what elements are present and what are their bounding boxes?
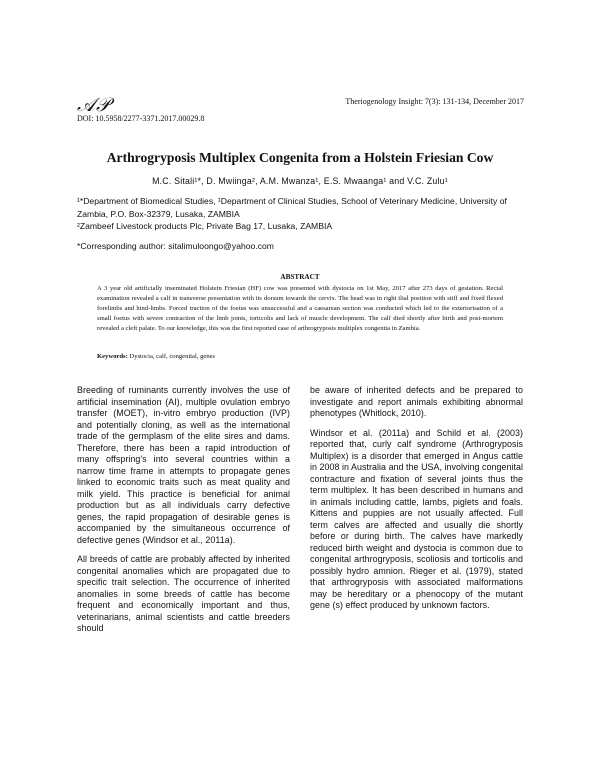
abstract-text: A 3 year old artificially inseminated Holstein Friesian (HF) cow was presented with dystocia on 1st May, 2017 after 273 days of gestation. Rectal examination revealed a calf in transverse presentation with its dorsum towards the cervix. The head was in right ilial position with stiff and fixed flexed forelimbs and hind-limbs. Forced traction of the foetus was unsuccessful and a caesarean section was conducted which led to the exteriorisation of a small foetus with severe contraction of the limb joints, torticolis and lack of muscle development. The calf died shortly after birth and post-mortem revealed a cleft palate. To our knowledge, this was the first reported case of arthrogryposis multiplex congenita in Zambia. — [97, 285, 503, 332]
doi[interactable]: DOI: 10.5958/2277-3371.2017.00029.8 — [77, 114, 205, 123]
body-paragraph: Windsor et al. (2011a) and Schild et al. (2003) reported that, curly calf syndrome (Arthrogryposis Multiplex) is a disorder that emerged in Angus cattle in 2008 in Australia and the USA, involving congenital contracture and fixation of several joints thus the term multiplex. It has been described in humans and in animals including cattle, lambs, piglets and foals. Kittens and puppies are not usually affected. Full term calves are affected and usually die shortly before or during birth. The calves have markedly reduced birth weight and dystocia is common due to congenital arthrogryposis, scoliosis and torticolis and possibly hydro amnion. Rieger et al. (1979), stated that arthrogryposis with associated malformations may be hereditary or a phenocopy of the mutant gene (s) effect produced by unknown factors. — [310, 427, 523, 610]
paper-title: Arthrogryposis Multiplex Congenita from a Holstein Friesian Cow — [106, 150, 494, 165]
keywords — [97, 353, 215, 360]
right-column — [310, 385, 523, 620]
journal-citation: Theriogenology Insight: 7(3): 131-134, December 2017 — [345, 97, 524, 106]
body-paragraph: be aware of inherited defects and be prepared to investigate and report animals exhibiting abnormal phenotypes (Whitlock, 2010). — [310, 385, 523, 418]
left-column — [77, 385, 290, 643]
body-paragraph: All breeds of cattle are probably affected by inherited congenital anomalies which are propagated due to specific trait selection. The occurrence of inherited anomalies in some breeds of cattle has become frequent and economically important and thus, veterinarians, animal scientists and cattle breeders should — [77, 554, 290, 633]
keywords-label: Keywords: — [97, 353, 128, 360]
affiliation-2: ²Zambeef Livestock products Plc, Private Bag 17, Lusaka, ZAMBIA — [77, 221, 333, 231]
publisher-logo: 𝒜𝒫 — [77, 94, 111, 116]
body-paragraph: Breeding of ruminants currently involves the use of artificial insemination (AI), multiple ovulation embryo transfer (MOET), in-vitro embryo production (IVP) and potentially cloning, as well as the international trade of the germplasm of the elite sires and dams. Therefore, there has been a rapid introduction of many offspring's into several countries within a narrow time frame in attempts to propagate genes linked to economic traits such as meat quality and milk yield. This practice is beneficial for animal production but as all individuals carry defective genes, the rapid propagation of desirable genes is accompanied by the simultaneous occurrence of defective genes (Windsor et al., 2011a). — [77, 385, 290, 545]
abstract-heading: ABSTRACT — [280, 273, 320, 281]
corresponding-author[interactable]: *Corresponding author: sitalimuloongo@yahoo.com — [77, 241, 274, 251]
affiliation-1: ¹*Department of Biomedical Studies, ¹Department of Clinical Studies, School of Veterinary Medicine, University of Zambia, P.O. Box-32379, Lusaka, ZAMBIA — [77, 196, 507, 219]
keywords-list: Dystocia, calf, congenital, genes — [127, 353, 216, 360]
authors: M.C. Sitali¹*, D. Mwiinga², A.M. Mwanza¹, E.S. Mwaanga¹ and V.C. Zulu¹ — [152, 176, 448, 186]
